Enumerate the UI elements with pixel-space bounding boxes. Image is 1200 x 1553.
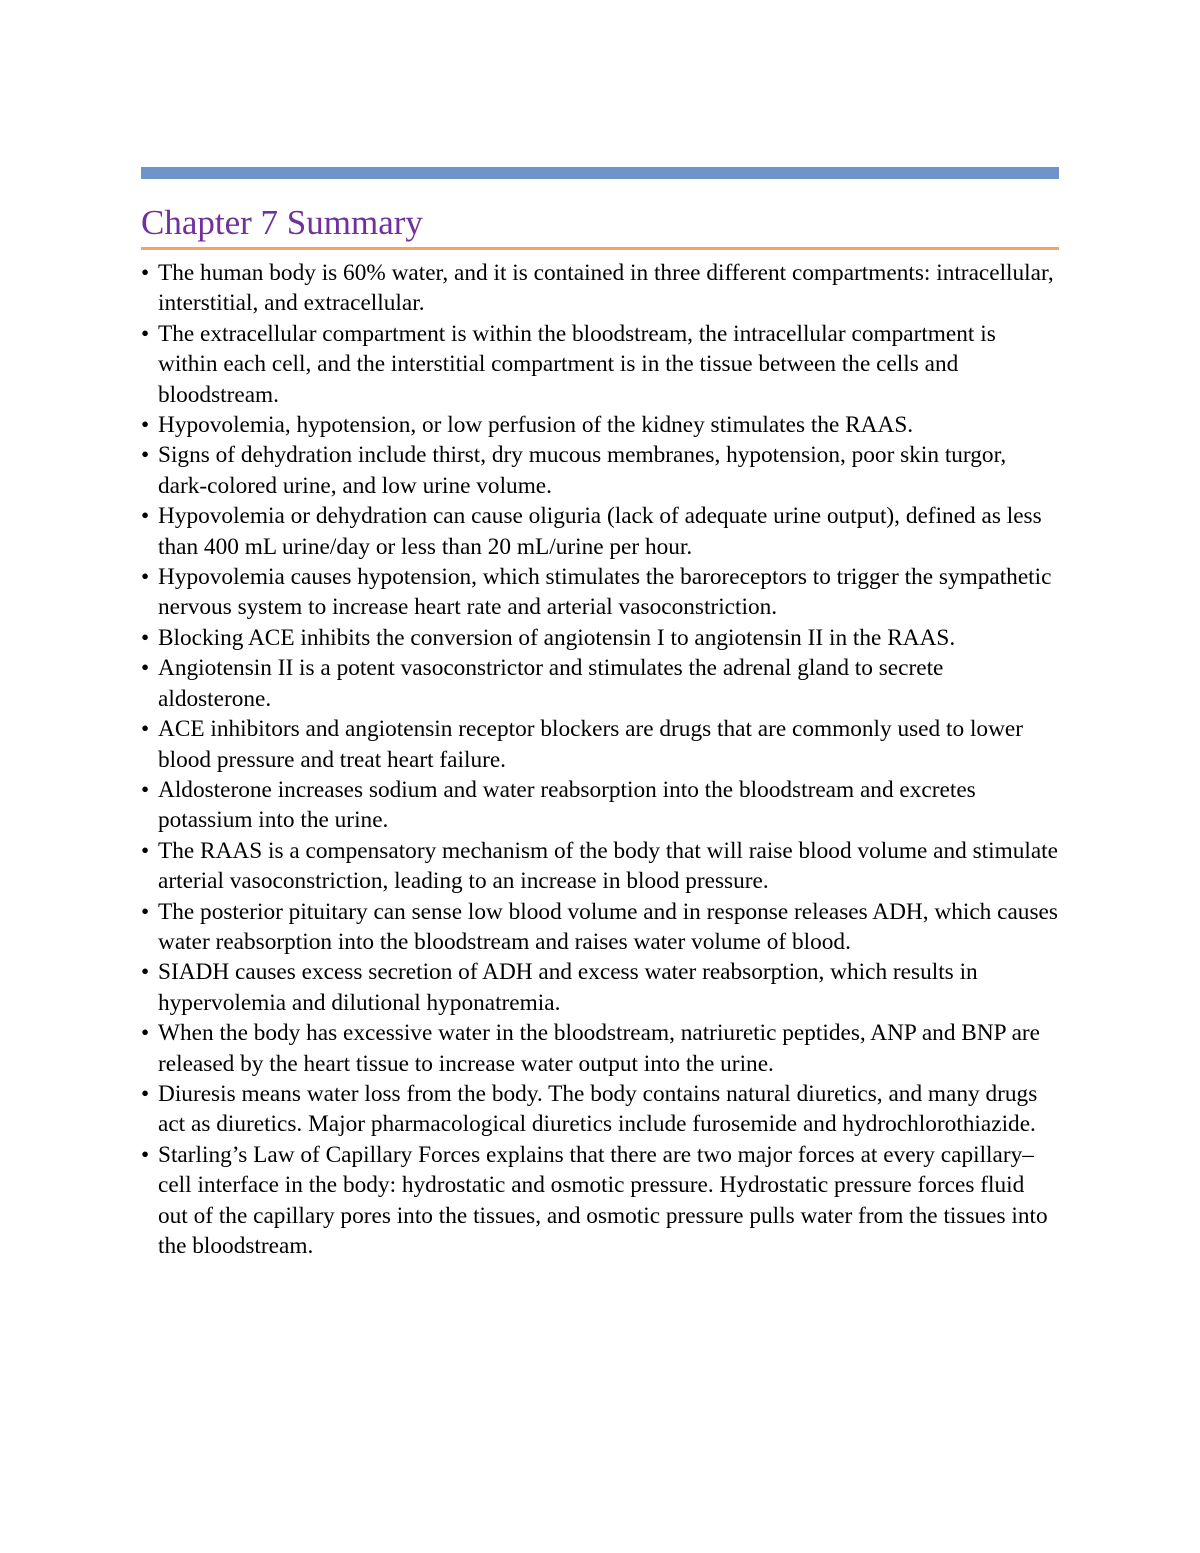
summary-item-text: The posterior pituitary can sense low blood volume and in response releases ADH, which causes water reabsorption into the bloodstream and raises water volume of blood. bbox=[158, 898, 1058, 955]
summary-item bbox=[141, 1018, 1059, 1079]
summary-item-text: Hypovolemia or dehydration can cause oliguria (lack of adequate urine output), defined as less than 400 mL urine/day or less than 20 mL/urine per hour. bbox=[158, 503, 1042, 560]
summary-list bbox=[141, 258, 1059, 1261]
summary-item-text: Signs of dehydration include thirst, dry mucous membranes, hypotension, poor skin turgor, dark-colored urine, and low urine volume. bbox=[158, 442, 1007, 499]
bullet-icon: • bbox=[141, 776, 150, 803]
summary-item bbox=[141, 319, 1059, 410]
bullet-icon: • bbox=[141, 442, 150, 469]
bullet-icon: • bbox=[141, 412, 150, 439]
summary-item bbox=[141, 410, 1059, 440]
summary-item bbox=[141, 501, 1059, 562]
summary-item-text: The human body is 60% water, and it is contained in three different compartments: intracellular, interstitial, and extracellular. bbox=[158, 260, 1054, 317]
bullet-icon: • bbox=[141, 1020, 150, 1047]
bullet-icon: • bbox=[141, 959, 150, 986]
summary-item bbox=[141, 440, 1059, 501]
bullet-icon: • bbox=[141, 655, 150, 682]
summary-item-text: Hypovolemia causes hypotension, which stimulates the baroreceptors to trigger the sympathetic nervous system to increase heart rate and arterial vasoconstriction. bbox=[158, 564, 1052, 621]
summary-item-text: The RAAS is a compensatory mechanism of the body that will raise blood volume and stimulate arterial vasoconstriction, leading to an increase in blood pressure. bbox=[158, 837, 1058, 895]
bullet-icon: • bbox=[141, 1141, 150, 1168]
summary-item-text: ACE inhibitors and angiotensin receptor blockers are drugs that are commonly used to lower blood pressure and treat heart failure. bbox=[158, 716, 1023, 773]
summary-item-text: When the body has excessive water in the bloodstream, natriuretic peptides, ANP and BNP are released by the heart tissue to increase water output into the urine. bbox=[158, 1020, 1041, 1077]
summary-item bbox=[141, 1140, 1059, 1262]
summary-item bbox=[141, 957, 1059, 1018]
summary-item bbox=[141, 562, 1059, 623]
chapter-title: Chapter 7 Summary bbox=[141, 203, 423, 242]
summary-item bbox=[141, 714, 1059, 775]
bullet-icon: • bbox=[141, 320, 150, 347]
bullet-icon: • bbox=[141, 564, 150, 591]
summary-item-text: The extracellular compartment is within the bloodstream, the intracellular compartment is within each cell, and the interstitial compartment is in the tissue between the cells and bloodstream. bbox=[158, 320, 996, 408]
bullet-icon: • bbox=[141, 503, 150, 530]
summary-item bbox=[141, 653, 1059, 714]
title-underline bbox=[141, 247, 1059, 250]
summary-item bbox=[141, 258, 1059, 319]
summary-item-text: Hypovolemia, hypotension, or low perfusion of the kidney stimulates the RAAS. bbox=[158, 412, 914, 439]
summary-item-text: SIADH causes excess secretion of ADH and excess water reabsorption, which results in hypervolemia and dilutional hyponatremia. bbox=[158, 959, 978, 1016]
bullet-icon: • bbox=[141, 716, 150, 743]
summary-item bbox=[141, 897, 1059, 958]
summary-item-text: Blocking ACE inhibits the conversion of angiotensin I to angiotensin II in the RAAS. bbox=[158, 624, 956, 651]
bullet-icon: • bbox=[141, 837, 150, 864]
top-divider-bar bbox=[141, 167, 1059, 179]
bullet-icon: • bbox=[141, 898, 150, 925]
bullet-icon: • bbox=[141, 1080, 150, 1107]
summary-item-text: Aldosterone increases sodium and water reabsorption into the bloodstream and excretes potassium into the urine. bbox=[158, 776, 976, 834]
summary-item-text: Angiotensin II is a potent vasoconstrictor and stimulates the adrenal gland to secrete aldosterone. bbox=[158, 655, 944, 712]
summary-item bbox=[141, 623, 1059, 653]
summary-item-text: Diuresis means water loss from the body. The body contains natural diuretics, and many drugs act as diuretics. Major pharmacological diuretics include furosemide and hydrochlorothiazide. bbox=[158, 1080, 1038, 1138]
summary-item bbox=[141, 1079, 1059, 1140]
bullet-icon: • bbox=[141, 624, 150, 651]
bullet-icon: • bbox=[141, 260, 150, 286]
summary-item bbox=[141, 775, 1059, 836]
summary-item bbox=[141, 836, 1059, 897]
summary-item-text: Starling’s Law of Capillary Forces explains that there are two major forces at every capillary–cell interface in the body: hydrostatic and osmotic pressure. Hydrostatic pressure forces fluid out of the capillary pores into the tissues, and osmotic pressure pulls water from the tissues into the bloodstream. bbox=[158, 1141, 1048, 1259]
